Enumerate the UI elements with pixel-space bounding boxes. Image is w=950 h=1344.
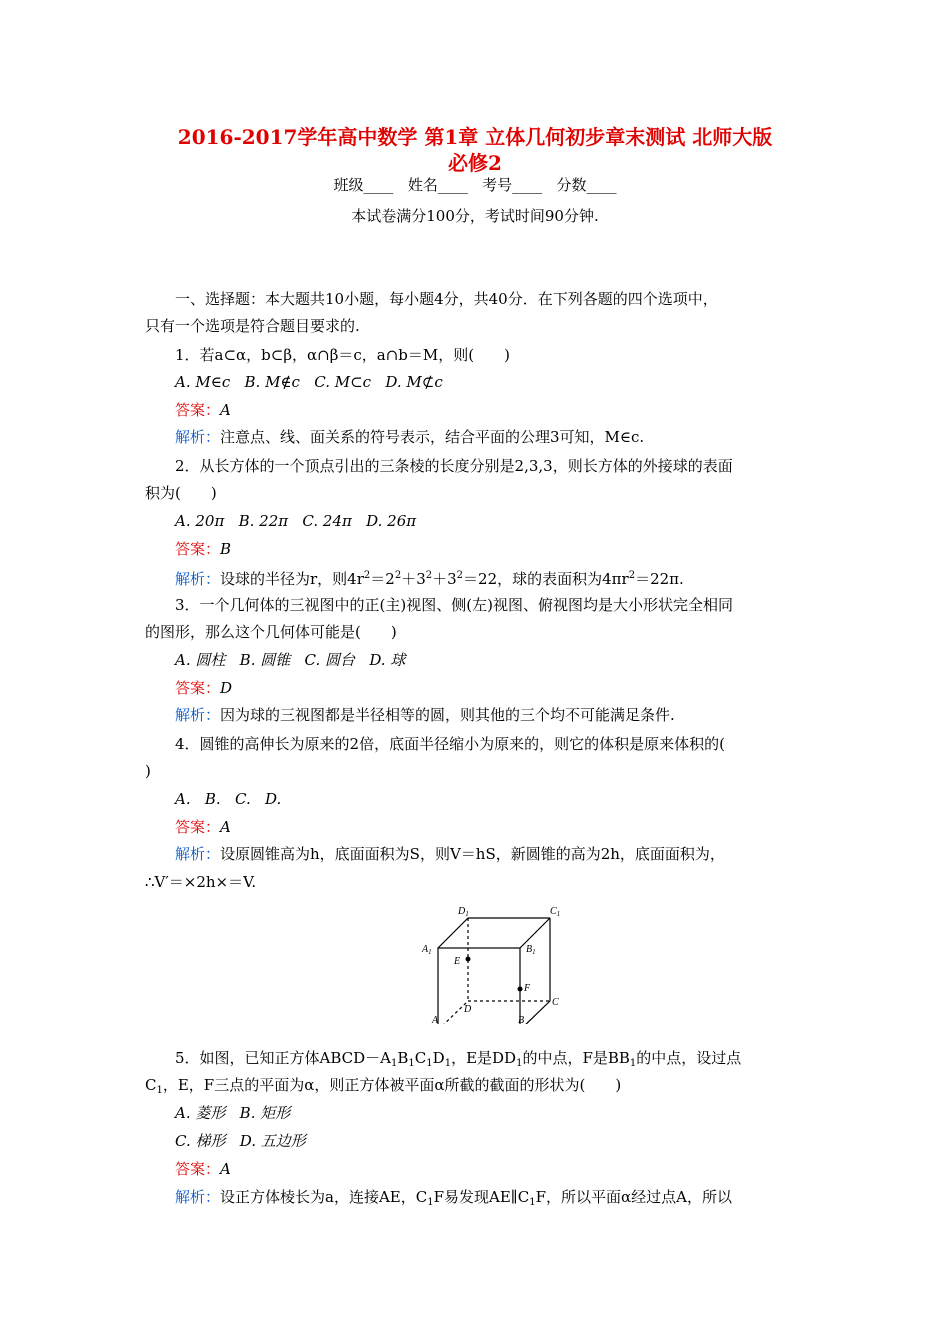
point-e [466,957,471,962]
question-2-analysis: 解析：设球的半径为r，则$4r^2=2^2+3^2+3^2=22$，球的表面积为$4\pi r^2=22\pi$. [175,570,684,588]
question-3-answer: 答案：D [175,679,233,697]
question-2-answer: 答案：B [175,540,232,558]
label-d1: $D_1$ [458,906,469,918]
question-4-stem: 4．圆锥的高伸长为原来的2倍，底面半径缩小为原来的，则它的体积是原来体积的( [175,735,725,753]
section-intro: 一、选择题：本大题共10小题，每小题4分，共40分．在下列各题的四个选项中， [175,290,718,308]
label-c: C [552,997,559,1008]
question-4-answer: 答案：A [175,818,231,836]
label-e: E [454,956,461,967]
question-5-stem-cont: $C_1$，E，F三点的平面为α，则正方体被平面α所截的截面的形状为( ) [145,1076,622,1096]
cube-figure [420,904,580,1024]
point-f [518,987,523,992]
label-d: D [464,1004,472,1015]
question-2-stem-cont: 积为( ) [145,484,217,502]
question-1-options: A. M∈c B. M∉c C. M⊂c D. M⊄c [175,373,443,391]
question-2-options: A. 20π B. 22π C. 24π D. 26π [175,512,417,530]
question-5-answer: 答案：A [175,1160,231,1178]
question-1-answer [175,400,231,420]
document-title-line1: 2016-2017学年高中数学 第1章 立体几何初步章末测试 北师大版 [177,125,773,149]
question-5-stem: 5．如图，已知正方体$ABCD-A_1B_1C_1D_1$，E是$DD_1$的中点，F是$BB_1$的中点，设过点 [175,1049,742,1069]
question-4-options: A. B. C. D. [175,790,282,808]
label-b1: $B_1$ [526,944,536,956]
question-3-analysis: 解析：因为球的三视图都是半径相等的圆，则其他的三个均不可能满足条件. [175,706,675,724]
document-title-line2: 必修2 [448,151,502,175]
answer-value: A [220,401,231,419]
question-4-analysis-cont: ∴V′＝×2h×＝V. [145,873,257,891]
label-c1: $C_1$ [550,906,561,918]
question-4-stem-cont: ) [145,762,151,780]
question-3-stem-cont: 的图形，那么这个几何体可能是( ) [145,623,397,641]
question-3-stem: 3．一个几何体的三视图中的正(主)视图、侧(左)视图、俯视图均是大小形状完全相同 [175,596,733,614]
label-a: A [432,1015,439,1024]
question-5-options-2: C. 梯形 D. 五边形 [175,1132,306,1150]
answer-label: 答案： [175,401,221,419]
exam-note: 本试卷满分100分，考试时间90分钟. [351,207,599,225]
label-f: F [524,983,531,994]
question-5-analysis: 解析：设正方体棱长为a，连接AE，$C_1F$易发现$AE\parallel C_1F$，所以平面α经过点A，所以 [175,1188,732,1208]
question-4-analysis: 解析：设原圆锥高为h，底面面积为S，则V＝hS，新圆锥的高为2h，底面面积为， [175,845,725,863]
question-3-options: A. 圆柱 B. 圆锥 C. 圆台 D. 球 [175,651,406,669]
label-b: B [518,1015,525,1024]
question-1-analysis: 解析：注意点、线、面关系的符号表示，结合平面的公理3可知，M∈c. [175,428,645,446]
header-fields: 班级____ 姓名____ 考号____ 分数____ [333,176,617,194]
question-1-stem: 1．若a⊂α，b⊂β，α∩β＝c，a∩b＝M，则( ) [175,346,510,364]
analysis-label: 解析： [175,428,221,446]
label-a1: $A_1$ [422,944,432,956]
question-2-stem: 2．从长方体的一个顶点引出的三条棱的长度分别是2,3,3，则长方体的外接球的表面 [175,457,733,475]
section-intro-cont: 只有一个选项是符合题目要求的. [145,317,360,335]
question-5-options-1: A. 菱形 B. 矩形 [175,1104,291,1122]
